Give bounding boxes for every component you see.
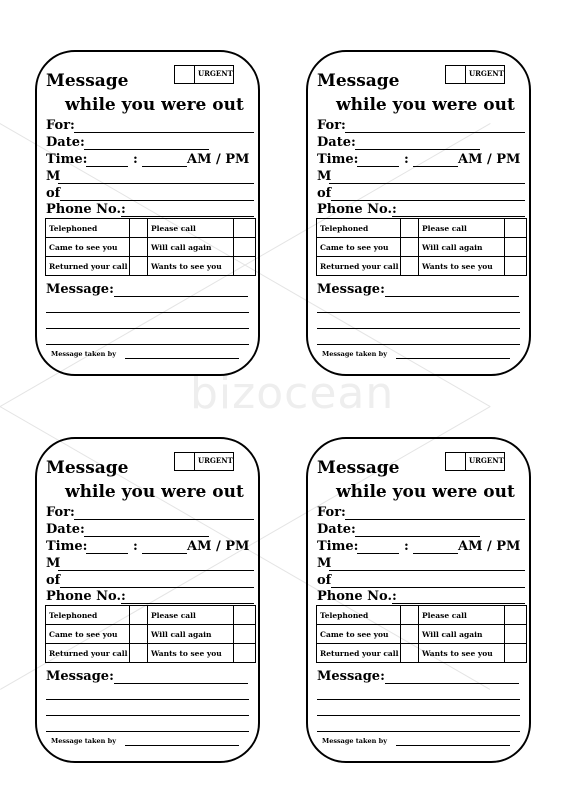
option-checkbox[interactable] [130, 606, 148, 625]
m-field[interactable] [329, 183, 525, 184]
option-label: Wants to see you [148, 644, 234, 663]
option-checkbox[interactable] [401, 644, 419, 663]
option-label: Returned your call [46, 257, 130, 276]
urgent-label: URGENT [469, 456, 504, 465]
time-minute-field[interactable] [413, 166, 458, 167]
option-label: Will call again [419, 238, 505, 257]
option-checkbox[interactable] [401, 257, 419, 276]
urgent-label: URGENT [469, 69, 504, 78]
m-label: M [46, 556, 61, 571]
urgent-box [445, 452, 505, 471]
for-field[interactable] [74, 132, 254, 133]
option-label: Will call again [148, 238, 234, 257]
urgent-checkbox[interactable] [175, 66, 195, 83]
phone-label: Phone No.: [46, 589, 126, 604]
option-label: Please call [419, 219, 505, 238]
time-label: Time: [46, 152, 88, 167]
phone-field[interactable] [121, 216, 254, 217]
option-checkbox[interactable] [130, 219, 148, 238]
option-checkbox[interactable] [234, 238, 256, 257]
taken-by-label: Message taken by [322, 737, 387, 745]
for-field[interactable] [345, 519, 525, 520]
time-minute-field[interactable] [142, 553, 187, 554]
option-label: Wants to see you [419, 257, 505, 276]
option-label: Came to see you [46, 625, 130, 644]
form-subtitle: while you were out [65, 482, 244, 502]
options-row [46, 644, 256, 663]
urgent-checkbox[interactable] [446, 453, 466, 470]
form-title: Message [317, 458, 400, 478]
taken-by-field[interactable] [396, 745, 510, 746]
time-separator: : [133, 152, 138, 167]
m-label: M [46, 169, 61, 184]
message-line[interactable] [317, 328, 520, 329]
option-label: Came to see you [46, 238, 130, 257]
of-label: of [317, 186, 332, 201]
message-label: Message: [46, 669, 114, 684]
message-label: Message: [317, 282, 385, 297]
option-checkbox[interactable] [234, 257, 256, 276]
options-table [316, 218, 527, 276]
for-label: For: [46, 505, 75, 520]
option-label: Returned your call [46, 644, 130, 663]
option-label: Came to see you [317, 625, 401, 644]
for-label: For: [317, 505, 346, 520]
option-checkbox[interactable] [401, 219, 419, 238]
options-row [46, 625, 256, 644]
taken-by-label: Message taken by [51, 737, 116, 745]
for-field[interactable] [74, 519, 254, 520]
form-subtitle: while you were out [65, 95, 244, 115]
message-form-card [35, 50, 260, 376]
option-checkbox[interactable] [505, 257, 527, 276]
option-label: Please call [419, 606, 505, 625]
options-table [316, 605, 527, 663]
option-label: Will call again [148, 625, 234, 644]
ampm-label: AM / PM [187, 152, 250, 167]
options-row [317, 606, 527, 625]
of-field[interactable] [60, 587, 254, 588]
message-line[interactable] [46, 715, 249, 716]
options-row [46, 606, 256, 625]
urgent-box [174, 65, 234, 84]
option-checkbox[interactable] [234, 219, 256, 238]
option-checkbox[interactable] [130, 625, 148, 644]
message-line[interactable] [46, 328, 249, 329]
message-line[interactable] [114, 296, 248, 297]
form-title: Message [317, 71, 400, 91]
message-line[interactable] [46, 312, 249, 313]
option-label: Came to see you [317, 238, 401, 257]
option-label: Telephoned [317, 219, 401, 238]
message-line[interactable] [317, 312, 520, 313]
message-form-card [306, 50, 531, 376]
form-subtitle: while you were out [336, 482, 515, 502]
message-label: Message: [317, 669, 385, 684]
for-label: For: [317, 118, 346, 133]
time-separator: : [133, 539, 138, 554]
message-line[interactable] [46, 731, 249, 732]
message-line[interactable] [114, 683, 248, 684]
phone-field[interactable] [392, 216, 525, 217]
option-checkbox[interactable] [401, 625, 419, 644]
message-line[interactable] [317, 344, 520, 345]
time-hour-field[interactable] [86, 553, 128, 554]
of-label: of [317, 573, 332, 588]
options-row [317, 257, 527, 276]
options-row [317, 238, 527, 257]
options-row [317, 644, 527, 663]
message-line[interactable] [385, 683, 519, 684]
option-label: Please call [148, 219, 234, 238]
option-label: Wants to see you [148, 257, 234, 276]
message-line[interactable] [46, 344, 249, 345]
ampm-label: AM / PM [187, 539, 250, 554]
form-title: Message [46, 71, 129, 91]
options-row [317, 625, 527, 644]
urgent-checkbox[interactable] [446, 66, 466, 83]
option-checkbox[interactable] [505, 644, 527, 663]
date-field[interactable] [355, 149, 480, 150]
date-field[interactable] [84, 149, 209, 150]
option-checkbox[interactable] [505, 625, 527, 644]
for-field[interactable] [345, 132, 525, 133]
phone-label: Phone No.: [317, 589, 397, 604]
taken-by-label: Message taken by [322, 350, 387, 358]
urgent-box [445, 65, 505, 84]
of-label: of [46, 186, 61, 201]
options-table [45, 218, 256, 276]
option-checkbox[interactable] [505, 238, 527, 257]
options-row [46, 238, 256, 257]
options-row [46, 219, 256, 238]
option-checkbox[interactable] [130, 644, 148, 663]
message-form-card [35, 437, 260, 763]
options-row [46, 257, 256, 276]
option-label: Telephoned [46, 606, 130, 625]
time-label: Time: [46, 539, 88, 554]
urgent-box [174, 452, 234, 471]
date-label: Date: [46, 522, 85, 537]
taken-by-label: Message taken by [51, 350, 116, 358]
time-minute-field[interactable] [413, 553, 458, 554]
time-hour-field[interactable] [86, 166, 128, 167]
urgent-label: URGENT [198, 456, 233, 465]
option-checkbox[interactable] [130, 238, 148, 257]
date-field[interactable] [84, 536, 209, 537]
form-subtitle: while you were out [336, 95, 515, 115]
option-checkbox[interactable] [505, 606, 527, 625]
of-field[interactable] [60, 200, 254, 201]
message-form-card [306, 437, 531, 763]
watermark-text: bizocean [190, 368, 395, 419]
date-label: Date: [317, 522, 356, 537]
taken-by-field[interactable] [125, 745, 239, 746]
for-label: For: [46, 118, 75, 133]
m-label: M [317, 169, 332, 184]
urgent-checkbox[interactable] [175, 453, 195, 470]
m-field[interactable] [329, 570, 525, 571]
message-line[interactable] [317, 731, 520, 732]
option-label: Wants to see you [419, 644, 505, 663]
option-checkbox[interactable] [234, 625, 256, 644]
taken-by-field[interactable] [125, 358, 239, 359]
option-checkbox[interactable] [130, 257, 148, 276]
option-label: Returned your call [317, 644, 401, 663]
option-checkbox[interactable] [505, 219, 527, 238]
ampm-label: AM / PM [458, 152, 521, 167]
of-field[interactable] [331, 587, 525, 588]
date-field[interactable] [355, 536, 480, 537]
option-checkbox[interactable] [401, 606, 419, 625]
m-field[interactable] [58, 570, 254, 571]
date-label: Date: [46, 135, 85, 150]
message-line[interactable] [46, 699, 249, 700]
of-field[interactable] [331, 200, 525, 201]
m-label: M [317, 556, 332, 571]
message-label: Message: [46, 282, 114, 297]
time-hour-field[interactable] [357, 166, 399, 167]
option-checkbox[interactable] [401, 238, 419, 257]
option-label: Telephoned [46, 219, 130, 238]
option-label: Will call again [419, 625, 505, 644]
phone-field[interactable] [121, 603, 254, 604]
message-line[interactable] [317, 699, 520, 700]
time-separator: : [404, 539, 409, 554]
options-row [317, 219, 527, 238]
time-hour-field[interactable] [357, 553, 399, 554]
time-label: Time: [317, 152, 359, 167]
ampm-label: AM / PM [458, 539, 521, 554]
message-line[interactable] [317, 715, 520, 716]
date-label: Date: [317, 135, 356, 150]
option-label: Telephoned [317, 606, 401, 625]
phone-label: Phone No.: [317, 202, 397, 217]
phone-field[interactable] [392, 603, 525, 604]
of-label: of [46, 573, 61, 588]
taken-by-field[interactable] [396, 358, 510, 359]
phone-label: Phone No.: [46, 202, 126, 217]
time-minute-field[interactable] [142, 166, 187, 167]
option-label: Please call [148, 606, 234, 625]
urgent-label: URGENT [198, 69, 233, 78]
message-line[interactable] [385, 296, 519, 297]
m-field[interactable] [58, 183, 254, 184]
options-table [45, 605, 256, 663]
option-checkbox[interactable] [234, 606, 256, 625]
time-separator: : [404, 152, 409, 167]
form-title: Message [46, 458, 129, 478]
option-checkbox[interactable] [234, 644, 256, 663]
time-label: Time: [317, 539, 359, 554]
option-label: Returned your call [317, 257, 401, 276]
